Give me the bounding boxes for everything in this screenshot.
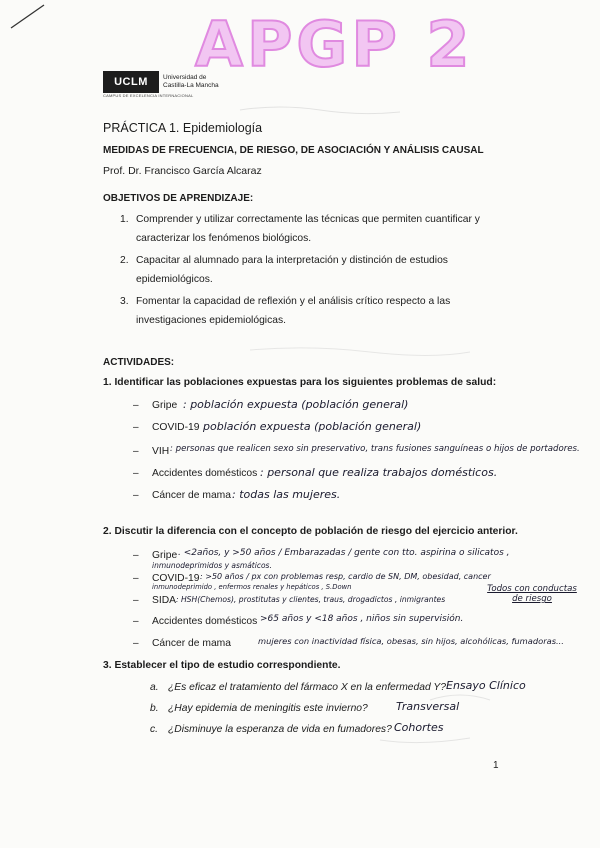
question-2-title: 2. Discutir la diferencia con el concepto de población de riesgo del ejercicio anterior. [103, 526, 518, 537]
q1-item-answer: : personal que realiza trabajos domésticos. [260, 466, 498, 479]
uclm-logo [103, 71, 159, 93]
q2-item-answer: >65 años y <18 años , niños sin supervisión. [260, 614, 464, 624]
logo-text: UCLM [114, 76, 148, 88]
objective-line: Comprender y utilizar correctamente las técnicas que permiten cuantificar y [136, 214, 480, 225]
q2-item-label: SIDA [152, 595, 177, 606]
q3-item-letter: b. [150, 703, 159, 714]
list-dash: – [133, 595, 139, 606]
q2-item-answer: : >50 años / px con problemas resp, cardio de SN, DM, obesidad, cancer [200, 572, 491, 581]
q1-item-label: COVID-19 [152, 422, 200, 433]
objective-item [136, 251, 502, 289]
q1-item-label: Cáncer de mama [152, 490, 231, 501]
handwritten-title: APGP 2 [195, 8, 474, 81]
q1-item-answer: población expuesta (población general) [203, 420, 422, 433]
q2-item-label: Cáncer de mama [152, 638, 231, 649]
activities-heading: ACTIVIDADES: [103, 357, 175, 368]
q3-item-answer: Ensayo Clínico [446, 679, 526, 692]
objective-line: investigaciones epidemiológicas. [136, 315, 286, 326]
q3-item-question: ¿Disminuye la esperanza de vida en fumadores? [168, 724, 392, 735]
objective-item [136, 210, 502, 248]
professor-name: Prof. Dr. Francisco García Alcaraz [103, 165, 262, 177]
list-dash: – [133, 446, 139, 457]
university-line-1: Universidad de [163, 74, 207, 81]
q2-item-answer: : HSH(Chemos), prostitutas y clientes, traus, drogadictos , inmigrantes [176, 595, 446, 604]
list-dash: – [133, 573, 139, 584]
q1-item-label: Gripe [152, 400, 178, 411]
q2-item-label: Accidentes domésticos [152, 616, 258, 627]
list-dash: – [133, 550, 139, 561]
list-dash: – [133, 638, 139, 649]
practice-title: PRÁCTICA 1. Epidemiología [103, 121, 263, 135]
pen-stroke-mark [8, 2, 48, 32]
q3-item-letter: c. [150, 724, 159, 735]
q2-item-note: Todos con conductas de riesgo [487, 584, 577, 604]
q2-item-answer: mujeres con inactividad física, obesas, sin hijos, alcohólicas, fumadoras... [258, 636, 564, 646]
q3-item-answer: Cohortes [394, 721, 444, 734]
q1-item-label: Accidentes domésticos [152, 468, 258, 479]
q1-item-answer: : todas las mujeres. [232, 488, 341, 501]
page-number: 1 [493, 760, 499, 771]
q1-item-answer: : personas que realicen sexo sin preservativo, trans fusiones sanguíneas o hijos de portadores. [170, 444, 580, 454]
document-heading: MEDIDAS DE FRECUENCIA, DE RIESGO, DE ASOCIACIÓN Y ANÁLISIS CAUSAL [103, 145, 484, 156]
objective-line: caracterizar los fenómenos biológicos. [136, 233, 312, 244]
objective-line: Fomentar la capacidad de reflexión y el análisis crítico respecto a las [136, 296, 451, 307]
objective-line: epidemiológicos. [136, 274, 213, 285]
q3-item-question: ¿Hay epidemia de meningitis este invierno? [168, 703, 368, 714]
q2-item-answer-cont: inmunodeprimidos y asmáticos. [152, 561, 272, 570]
university-line-2: Castilla-La Mancha [163, 82, 219, 89]
list-dash: – [133, 422, 139, 433]
objective-number: 1. [120, 214, 129, 225]
objective-number: 3. [120, 296, 129, 307]
list-dash: – [133, 468, 139, 479]
q1-item-label: VIH [152, 446, 170, 457]
objectives-heading: OBJETIVOS DE APRENDIZAJE: [103, 193, 254, 204]
list-dash: – [133, 616, 139, 627]
objective-item [136, 292, 502, 330]
q2-item-label: COVID-19 [152, 573, 200, 584]
q3-item-answer: Transversal [396, 700, 460, 713]
list-dash: – [133, 490, 139, 501]
q2-item-label: Gripe [152, 550, 178, 561]
question-3-title: 3. Establecer el tipo de estudio correspondiente. [103, 660, 341, 671]
q3-item-letter: a. [150, 682, 159, 693]
list-dash: – [133, 400, 139, 411]
question-1-title: 1. Identificar las poblaciones expuestas para los siguientes problemas de salud: [103, 377, 497, 388]
logo-subtext: CAMPUS DE EXCELENCIA INTERNACIONAL [103, 93, 194, 98]
university-name [163, 74, 219, 90]
q3-item-question: ¿Es eficaz el tratamiento del fármaco X en la enfermedad Y? [168, 682, 446, 693]
q2-item-answer-cont: inmunodeprimido , enfermos renales y hepáticos , S.Down [152, 583, 352, 591]
q1-item-answer: : población expuesta (población general) [183, 398, 409, 411]
q2-item-answer: . <2años, y >50 años / Embarazadas / gente con tto. aspirina o silicatos , [178, 548, 510, 558]
objective-line: Capacitar al alumnado para la interpretación y distinción de estudios [136, 255, 448, 266]
objective-number: 2. [120, 255, 129, 266]
